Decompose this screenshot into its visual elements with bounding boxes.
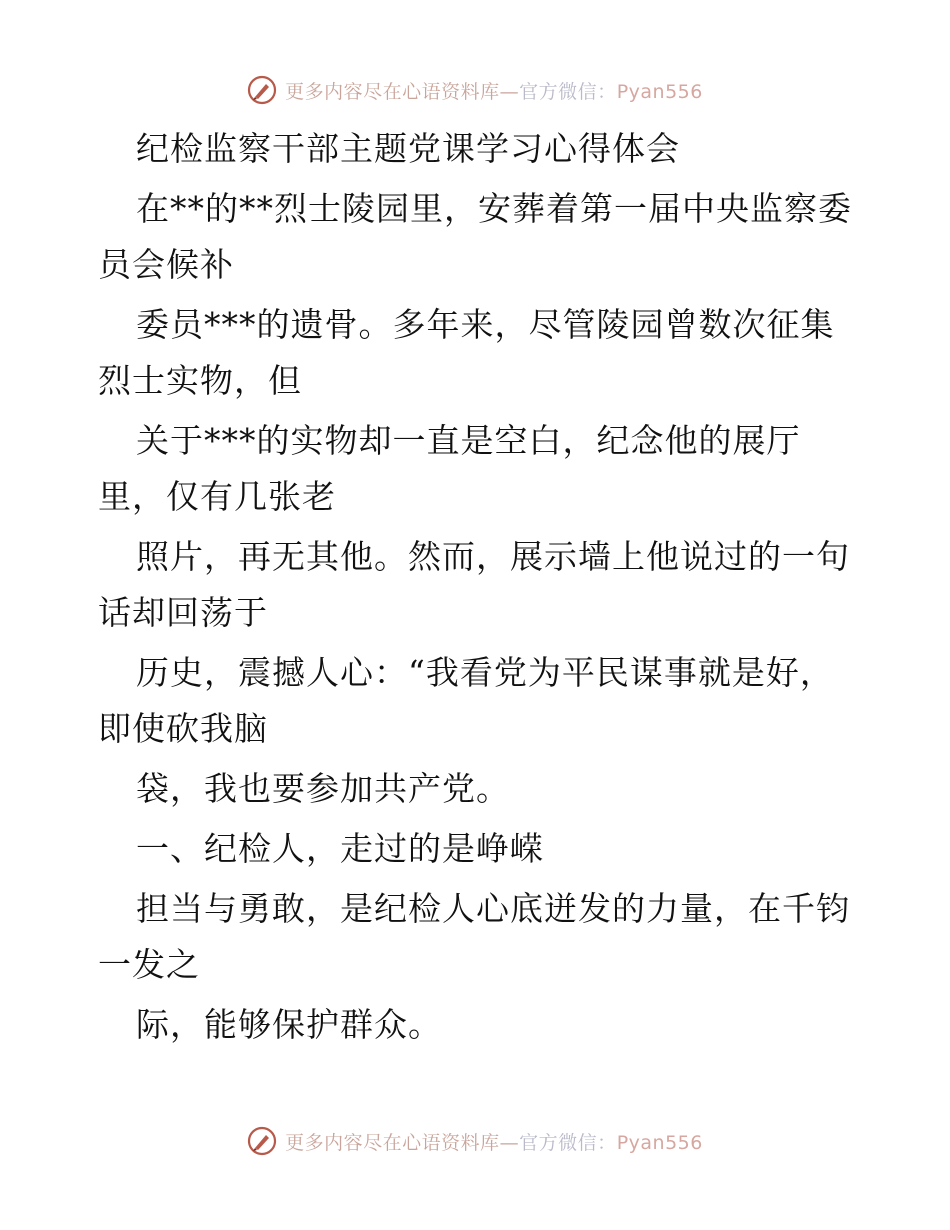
paragraph-line: 关于***的实物却一直是空白，纪念他的展厅 — [136, 421, 801, 460]
document-title: 纪检监察干部主题党课学习心得体会 — [136, 129, 680, 168]
paragraph-line: 际，能够保护群众。 — [136, 1005, 442, 1044]
paragraph-line: 即使砍我脑 — [98, 709, 268, 748]
banner-wechat-id: Pyan556 — [616, 1131, 703, 1154]
banner-text — [285, 1128, 703, 1155]
paragraph-line: 担当与勇敢，是纪检人心底迸发的力量，在千钧 — [136, 889, 850, 928]
paragraph-line: 在**的**烈士陵园里，安葬着第一届中央监察委 — [136, 189, 852, 228]
footer-banner — [0, 1121, 950, 1161]
document-body — [98, 120, 858, 1044]
paragraph-line: 话却回荡于 — [98, 593, 268, 632]
paragraph-line: 袋，我也要参加共产党。 — [136, 769, 510, 808]
pen-nib-logo-icon — [247, 75, 277, 105]
banner-text — [285, 77, 703, 104]
banner-wechat-id: Pyan556 — [616, 80, 703, 103]
banner-wechat-label: 官方微信： — [519, 80, 617, 103]
paragraph-line: 烈士实物，但 — [98, 361, 302, 400]
paragraph-line: 里，仅有几张老 — [98, 477, 336, 516]
banner-dash: — — [499, 1131, 520, 1154]
paragraph-line: 委员***的遗骨。多年来，尽管陵园曾数次征集 — [136, 305, 835, 344]
section-heading: 一、纪检人，走过的是峥嵘 — [136, 829, 544, 868]
banner-dash: — — [499, 80, 520, 103]
paragraph-line: 一发之 — [98, 945, 200, 984]
pen-nib-logo-icon — [247, 1126, 277, 1156]
paragraph-line: 照片，再无其他。然而，展示墙上他说过的一句 — [136, 537, 850, 576]
banner-slogan: 更多内容尽在心语资料库 — [285, 1131, 500, 1154]
paragraph-line: 员会候补 — [98, 245, 234, 284]
banner-wechat-label: 官方微信： — [519, 1131, 617, 1154]
banner-slogan: 更多内容尽在心语资料库 — [285, 80, 500, 103]
paragraph-line: 历史，震撼人心：“我看党为平民谋事就是好， — [136, 653, 834, 692]
header-banner — [0, 70, 950, 110]
